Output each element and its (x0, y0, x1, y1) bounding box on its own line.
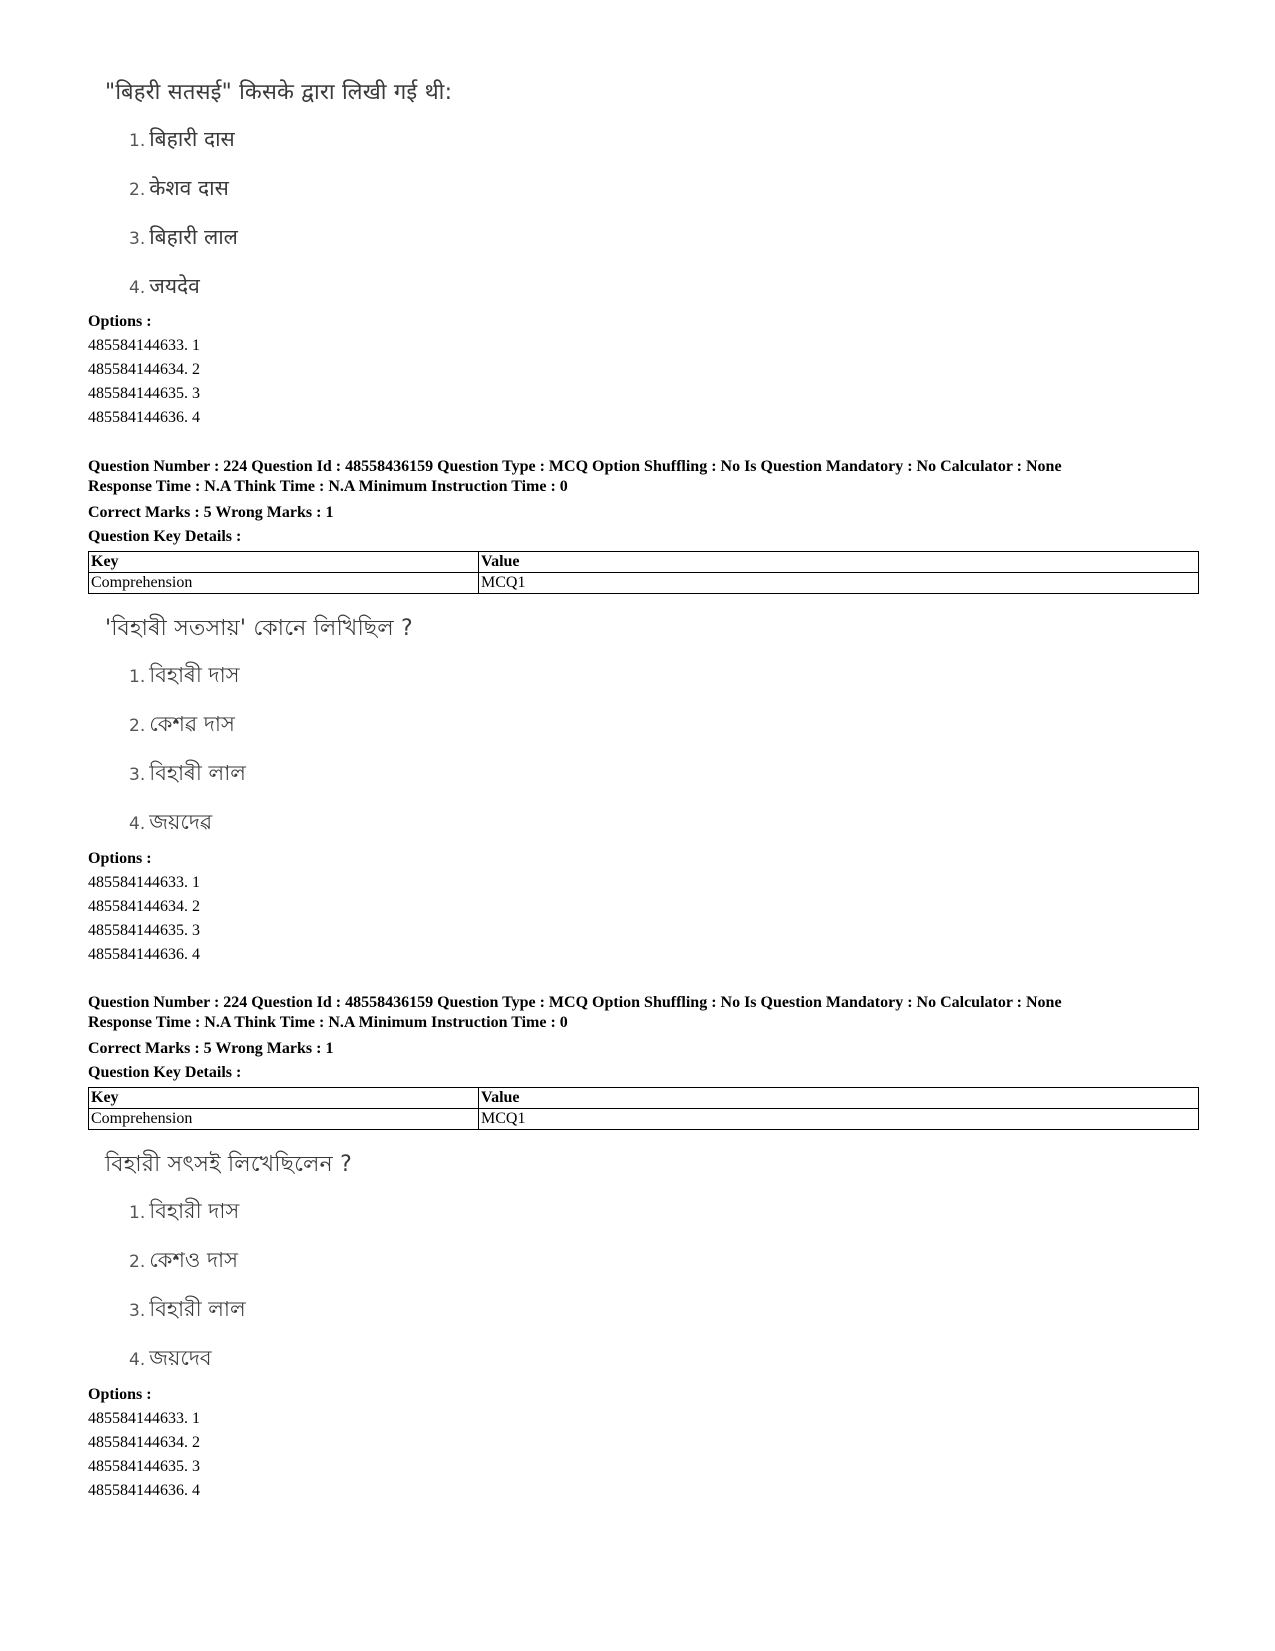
option-id-line: 485584144633. 1 (88, 874, 200, 891)
marks-line: Correct Marks : 5 Wrong Marks : 1 (88, 1040, 334, 1057)
choice-item: 2. কেশও দাস (129, 1248, 238, 1272)
choice-item: 2. केशव दास (129, 176, 229, 200)
table-cell: Comprehension (89, 1109, 479, 1130)
choice-list (105, 124, 605, 301)
question-meta (88, 993, 1198, 1130)
question-image (105, 614, 605, 837)
table-header: Key (89, 552, 479, 573)
options-label: Options : (88, 850, 152, 867)
key-details-label: Question Key Details : (88, 528, 242, 545)
meta-line: Response Time : N.A Think Time : N.A Minimum Instruction Time : 0 (88, 1014, 568, 1031)
question-image (105, 78, 605, 301)
option-id-line: 485584144635. 3 (88, 922, 200, 939)
choice-item: 4. জয়দেৱ (129, 810, 213, 834)
choice-item: 1. बिहारी दास (129, 127, 235, 151)
choice-list (105, 660, 605, 837)
option-id-line: 485584144633. 1 (88, 337, 200, 354)
option-id-line: 485584144634. 2 (88, 898, 200, 915)
option-id-line: 485584144636. 4 (88, 1482, 200, 1499)
table-row (89, 573, 1199, 594)
option-id-line: 485584144636. 4 (88, 409, 200, 426)
options-section (88, 1383, 1198, 1503)
question-meta (88, 457, 1198, 594)
table-row (89, 1109, 1199, 1130)
options-label: Options : (88, 313, 152, 330)
table-cell: Comprehension (89, 573, 479, 594)
choice-item: 3. বিহারী লাল (129, 1297, 246, 1321)
meta-line: Question Number : 224 Question Id : 48558436159 Question Type : MCQ Option Shuffling : No Is Question Mandatory : No Calculator : None (88, 458, 1062, 475)
options-section (88, 310, 1198, 430)
option-id-line: 485584144635. 3 (88, 385, 200, 402)
meta-line: Response Time : N.A Think Time : N.A Minimum Instruction Time : 0 (88, 478, 568, 495)
option-id-line: 485584144635. 3 (88, 1458, 200, 1475)
question-text: 'বিহাৰী সতসায়' কোনে লিখিছিল ? (105, 616, 413, 641)
question-text: বিহারী সৎসই লিখেছিলেন ? (105, 1152, 352, 1177)
choice-item: 3. বিহাৰী লাল (129, 761, 246, 785)
table-cell: MCQ1 (479, 573, 1199, 594)
choice-item: 4. जयदेव (129, 274, 200, 298)
option-id-line: 485584144636. 4 (88, 946, 200, 963)
option-id-line: 485584144634. 2 (88, 361, 200, 378)
choice-item: 2. কেশৱ দাস (129, 712, 235, 736)
key-details-table (88, 1087, 1199, 1130)
key-details-label: Question Key Details : (88, 1064, 242, 1081)
choice-item: 1. বিহাৰী দাস (129, 663, 240, 687)
marks-line: Correct Marks : 5 Wrong Marks : 1 (88, 504, 334, 521)
question-image (105, 1150, 605, 1373)
option-id-line: 485584144633. 1 (88, 1410, 200, 1427)
key-details-table (88, 551, 1199, 594)
choice-item: 4. জয়দেব (129, 1346, 212, 1370)
options-section (88, 847, 1198, 967)
table-header: Value (479, 552, 1199, 573)
table-header: Value (479, 1088, 1199, 1109)
choice-item: 1. বিহারী দাস (129, 1199, 240, 1223)
meta-line: Question Number : 224 Question Id : 48558436159 Question Type : MCQ Option Shuffling : No Is Question Mandatory : No Calculator : None (88, 994, 1062, 1011)
options-label: Options : (88, 1386, 152, 1403)
table-cell: MCQ1 (479, 1109, 1199, 1130)
question-text: "बिहरी सतसई" किसके द्वारा लिखी गई थी: (105, 80, 453, 105)
choice-list (105, 1196, 605, 1373)
option-id-line: 485584144634. 2 (88, 1434, 200, 1451)
choice-item: 3. बिहारी लाल (129, 225, 238, 249)
table-header: Key (89, 1088, 479, 1109)
